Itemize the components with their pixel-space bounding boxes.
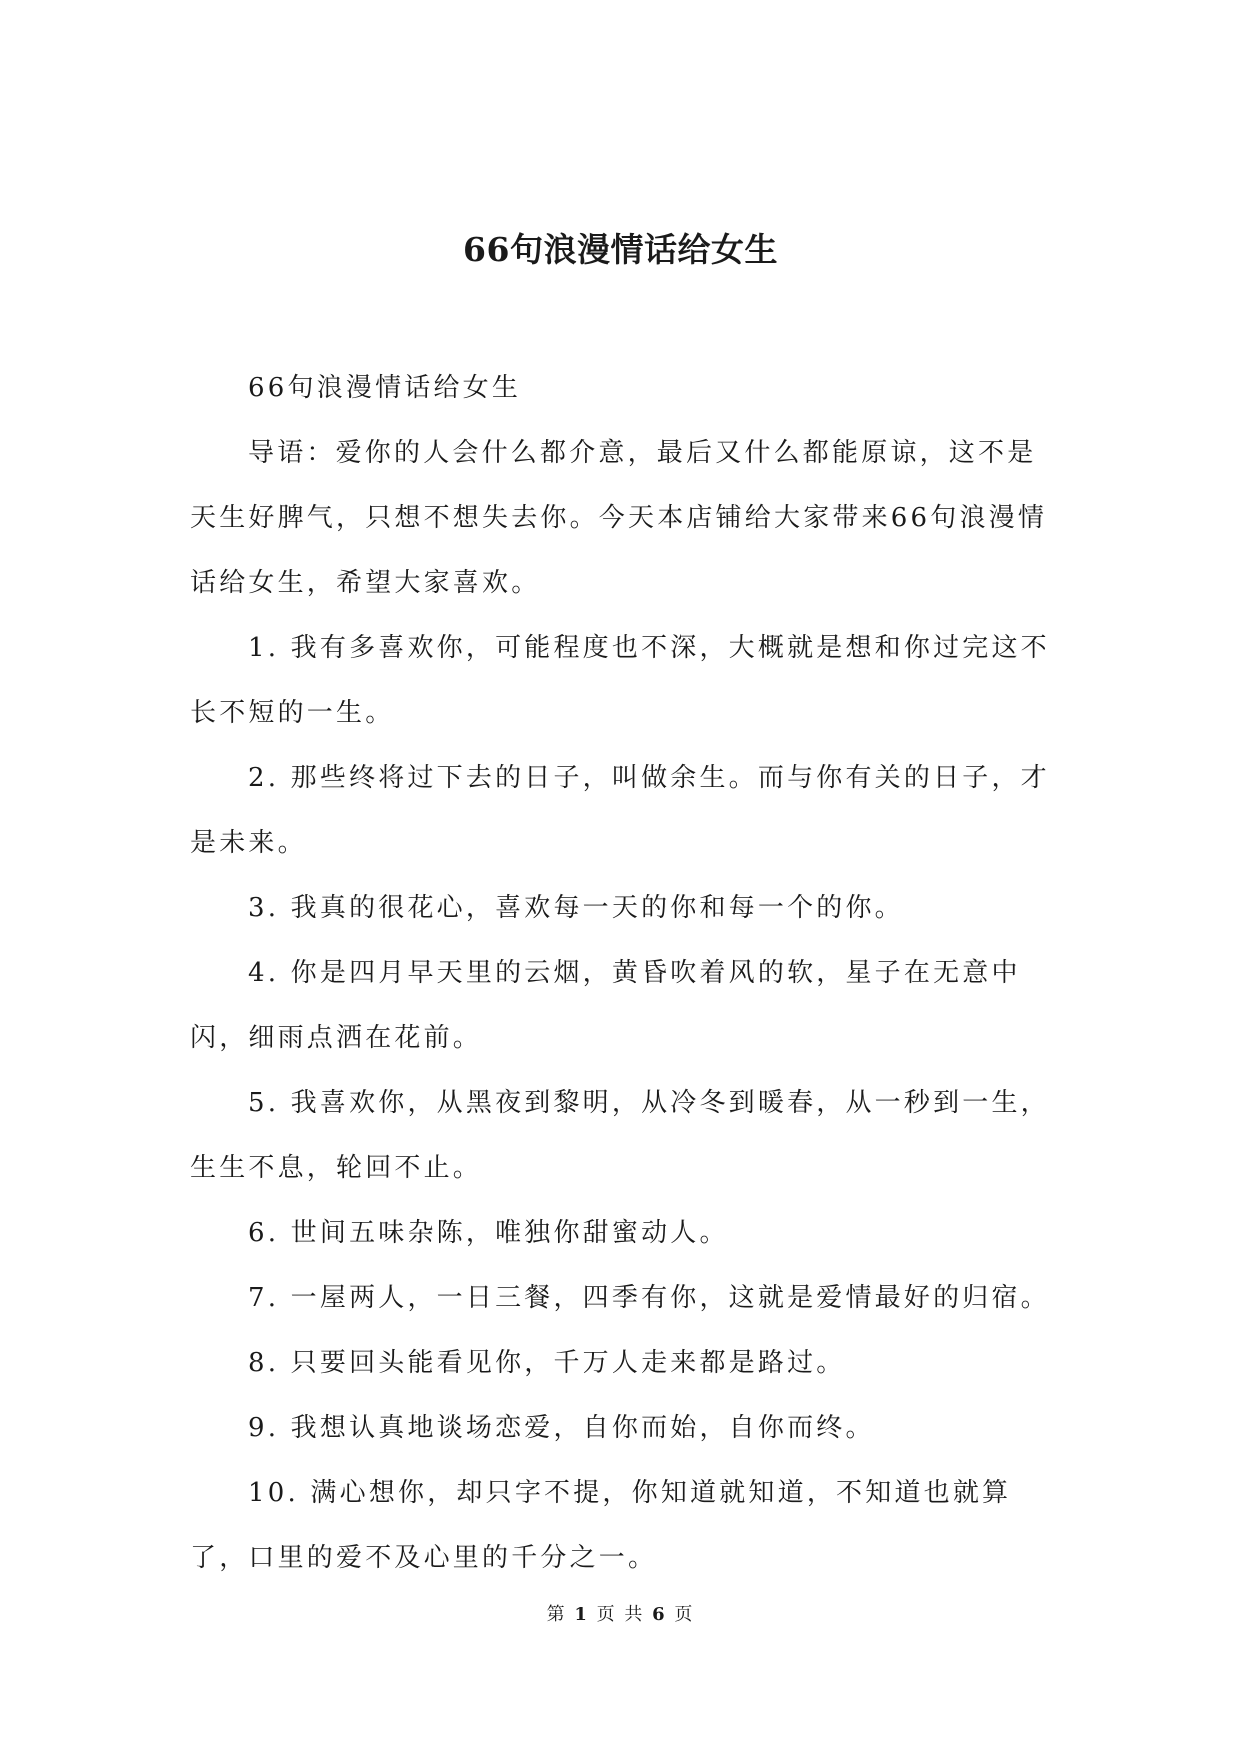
footer-page-number: 1 xyxy=(574,1604,589,1625)
list-item: 6. 世间五味杂陈，唯独你甜蜜动人。 xyxy=(248,1218,729,1248)
page-footer xyxy=(0,1600,1241,1626)
paragraph-intro: 导语：爱你的人会什么都介意，最后又什么都能原谅，这不是天生好脾气，只想不想失去你。今天本店铺给大家带来66句浪漫情话给女生，希望大家喜欢。 xyxy=(190,438,1048,598)
document-title: 66句浪漫情话给女生 xyxy=(463,230,778,269)
footer-total-pages: 6 xyxy=(652,1604,667,1625)
list-item: 1. 我有多喜欢你，可能程度也不深，大概就是想和你过完这不长不短的一生。 xyxy=(190,633,1050,728)
paragraph-subtitle: 66句浪漫情话给女生 xyxy=(248,373,522,403)
list-item: 2. 那些终将过下去的日子，叫做余生。而与你有关的日子，才是未来。 xyxy=(190,763,1050,858)
list-item: 7. 一屋两人，一日三餐，四季有你，这就是爱情最好的归宿。 xyxy=(248,1283,1050,1313)
footer-suffix: 页 xyxy=(674,1604,695,1625)
document-body xyxy=(190,356,1052,1591)
list-item: 9. 我想认真地谈场恋爱，自你而始，自你而终。 xyxy=(248,1413,875,1443)
list-item: 3. 我真的很花心，喜欢每一天的你和每一个的你。 xyxy=(248,893,904,923)
list-item: 10. 满心想你，却只字不提，你知道就知道，不知道也就算了，口里的爱不及心里的千分之一。 xyxy=(190,1478,1012,1573)
list-item: 8. 只要回头能看见你，千万人走来都是路过。 xyxy=(248,1348,846,1378)
footer-middle: 页 共 xyxy=(596,1604,645,1625)
list-item: 4. 你是四月早天里的云烟，黄昏吹着风的软，星子在无意中闪，细雨点洒在花前。 xyxy=(190,958,1021,1053)
list-item: 5. 我喜欢你，从黑夜到黎明，从冷冬到暖春，从一秒到一生，生生不息，轮回不止。 xyxy=(190,1088,1050,1183)
footer-prefix: 第 xyxy=(546,1604,567,1625)
